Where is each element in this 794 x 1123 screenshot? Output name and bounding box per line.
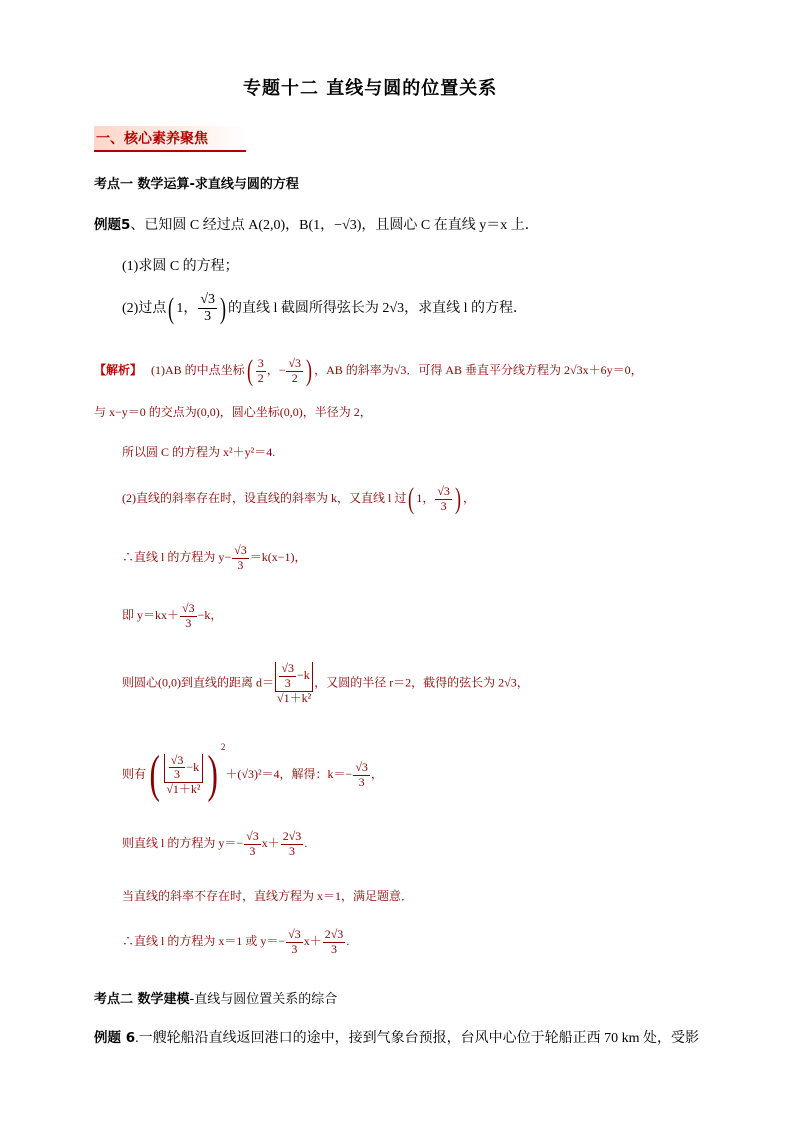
l4-frac: $\frac{√3}{3}$ [437,483,450,513]
l5-frac: $\frac{√3}{3}$ [234,543,247,572]
solution-line-1 [94,356,643,386]
sol-l6-a: 即 y＝kx＋ [122,608,180,623]
sol-l7-a: 则圆心(0,0)到直线的距离 d＝ [122,675,274,690]
sol-l11-mid: x＋ [303,934,322,949]
example-5-stem [94,213,539,234]
solution-line-2: 与 x−y＝0 的交点为(0,0)，圆心坐标(0,0)，半径为 2， [94,405,372,419]
distance-frac: $\frac{√3}{3}$ −k √1＋k² [277,661,312,705]
solution-line-7 [122,662,529,705]
l8-minus-k: −k [186,759,200,774]
l11-frac-1: $\frac{√3}{3}$ [288,927,301,956]
paren-right: ) [306,354,313,387]
page-title: 专题十二 直线与圆的位置关系 [243,78,498,99]
sol-l11-a: ∴直线 l 的方程为 x＝1 或 y＝− [122,934,286,949]
sol-l4-px: 1， [416,490,435,505]
l8-big-frac: $\frac{√3}{3}$ −k √1＋k² [166,752,201,797]
q2-point-x: 1， [176,300,198,316]
sol-l4-a: (2)直线的斜率存在时，设直线的斜率为 k，又直线 l 过 [122,490,407,505]
mid-y-frac: $\frac{√3}{2}$ [288,355,302,385]
section-header-label: 一、核心素养聚焦 [96,131,208,147]
sol-l9-mid: x＋ [261,836,280,851]
l8-square: 2 [220,742,226,752]
sol-l9-end: . [304,836,308,851]
solution-line-10: 当直线的斜率不存在时，直线方程为 x＝1，满足题意． [122,889,414,903]
l8-num [164,754,202,784]
solution-line-6 [122,602,222,631]
paren-left: ( [408,482,415,515]
l11-frac-2: $\frac{2√3}{3}$ [324,927,344,956]
sol-l8-a: 则有 [122,767,147,781]
solution-tag: 【解析】 [94,362,143,377]
distance-inner-frac: $\frac{√3}{3}$ [281,661,294,690]
mid-y-sign: ，− [266,362,286,377]
sol-l4-tail: ， [462,490,475,505]
paren-left: ( [246,354,253,387]
sol-l6-b: −k， [197,608,223,623]
example-5-q2 [122,292,527,325]
example-5-stem-text: 、已知圆 C 经过点 A(2,0)，B(1，−√3)，且圆心 C 在直线 y＝x 上． [130,218,539,233]
example-5-q1: (1)求圆 C 的方程； [122,259,239,274]
sol-l8-b: ＋(√3)²＝4，解得：k＝− [225,767,353,781]
sol-l8-end: ， [370,767,383,781]
solution-line-5 [122,544,306,573]
solution-line-4 [122,484,475,514]
kaodian-1-heading: 考点一 数学运算-求直线与圆的方程 [94,177,299,192]
solution-line-9 [122,830,307,859]
l8-inner-frac: $\frac{√3}{3}$ [170,752,184,782]
paren-right: ) [206,746,218,804]
distance-num [275,662,313,692]
sol-l5-b: ＝k(x−1)， [249,550,307,565]
section-header [94,126,246,150]
paren-right: ) [454,482,461,515]
example-5-label: 例题5 [94,217,131,233]
kaodian-2-heading [94,988,337,1007]
example-6-text: .一艘轮船沿直线返回港口的途中，接到气象台预报，台风中心位于轮船正西 70 km 处，受影 [135,1031,699,1046]
l9-frac-2: $\frac{2√3}{3}$ [282,829,302,858]
q2-text-a: (2)过点 [122,300,167,316]
q2-text-b: 的直线 l 截圆所得弦长为 2√3，求直线 l 的方程． [228,300,527,316]
l9-frac-1: $\frac{√3}{3}$ [246,829,259,858]
l8-k-frac: $\frac{√3}{3}$ [355,759,368,789]
sol-l7-b: ，又圆的半径 r＝2，截得的弦长为 2√3， [314,675,529,690]
sol-l5-a: ∴直线 l 的方程为 y− [122,550,232,565]
sol-l9-a: 则直线 l 的方程为 y＝− [122,836,244,851]
l6-frac: $\frac{√3}{3}$ [182,601,195,630]
kaodian-2-label: 考点二 数学建模 [94,992,190,1007]
example-6 [94,1026,699,1047]
sol-l11-end: . [346,934,350,949]
kaodian-2-rest: -直线与圆位置关系的综合 [189,992,338,1007]
paren-left: ( [168,291,175,325]
sol-l1-a: (1)AB 的中点坐标 [151,362,245,377]
distance-minus-k: −k [297,668,310,683]
paren-left: ( [149,746,160,804]
solution-line-3: 所以圆 C 的方程为 x²＋y²＝4. [122,445,276,459]
sol-l1-b: ，AB 的斜率为√3．可得 AB 垂直平分线方程为 2√3x＋6y＝0， [314,362,643,377]
example-6-label: 例题 6 [94,1030,136,1046]
solution-line-11 [122,928,349,957]
solution-line-8 [122,742,383,804]
mid-x-frac: $\frac{3}{2}$ [257,355,264,385]
paren-right: ) [220,291,227,325]
q2-point-y-frac: $\frac{√3}{3}$ [200,292,216,325]
